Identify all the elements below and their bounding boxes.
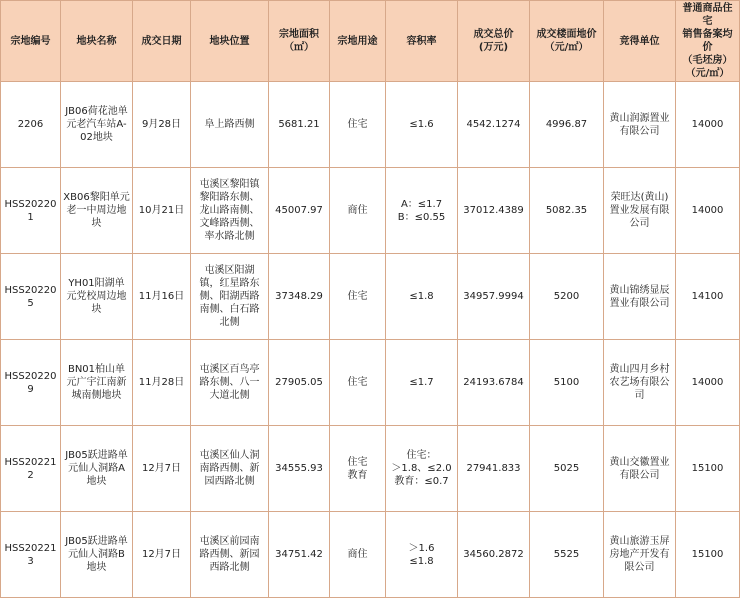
table-row xyxy=(1,82,740,168)
header-total-price: 成交总价 (万元) xyxy=(458,1,530,82)
cell-avg-price: 14000 xyxy=(676,168,740,254)
cell-avg-price: 14000 xyxy=(676,340,740,426)
cell-usage: 商住 xyxy=(330,512,386,598)
header-usage: 宗地用途 xyxy=(330,1,386,82)
cell-floor-price: 4996.87 xyxy=(530,82,604,168)
cell-usage: 住宅 xyxy=(330,340,386,426)
cell-deal-date: 11月28日 xyxy=(133,340,191,426)
cell-plot-ratio: A：≤1.7 B：≤0.55 xyxy=(386,168,458,254)
table-row xyxy=(1,512,740,598)
cell-total-price: 34957.9994 xyxy=(458,254,530,340)
cell-parcel-name: JB05跃进路单 元仙人洞路A 地块 xyxy=(61,426,133,512)
cell-winner: 黄山旅游玉屏 房地产开发有 限公司 xyxy=(604,512,676,598)
header-parcel-name: 地块名称 xyxy=(61,1,133,82)
cell-parcel-name: JB05跃进路单 元仙人洞路B 地块 xyxy=(61,512,133,598)
cell-parcel-code: HSS202213 xyxy=(1,512,61,598)
cell-location: 屯溪区黎阳镇 黎阳路东侧、 龙山路南侧、 文峰路西侧、 率水路北侧 xyxy=(191,168,269,254)
header-area: 宗地面积 （㎡） xyxy=(269,1,330,82)
cell-area: 34555.93 xyxy=(269,426,330,512)
header-floor-price: 成交楼面地价 （元/㎡） xyxy=(530,1,604,82)
cell-usage: 住宅 教育 xyxy=(330,426,386,512)
header-parcel-code: 宗地编号 xyxy=(1,1,61,82)
cell-usage: 住宅 xyxy=(330,254,386,340)
cell-location: 屯溪区百鸟亭 路东侧、八一 大道北侧 xyxy=(191,340,269,426)
cell-deal-date: 10月21日 xyxy=(133,168,191,254)
cell-total-price: 37012.4389 xyxy=(458,168,530,254)
cell-area: 27905.05 xyxy=(269,340,330,426)
cell-usage: 住宅 xyxy=(330,82,386,168)
cell-parcel-code: HSS202205 xyxy=(1,254,61,340)
cell-avg-price: 14100 xyxy=(676,254,740,340)
cell-location: 屯溪区阳湖 镇，红星路东 侧、阳湖西路 南侧、白石路 北侧 xyxy=(191,254,269,340)
cell-plot-ratio: 住宅： ＞1.8、≤2.0 教育：≤0.7 xyxy=(386,426,458,512)
cell-area: 45007.97 xyxy=(269,168,330,254)
cell-winner: 黄山锦绣显辰 置业有限公司 xyxy=(604,254,676,340)
table-row xyxy=(1,340,740,426)
cell-winner: 荣旺达(黄山) 置业发展有限 公司 xyxy=(604,168,676,254)
header-avg-price: 普通商品住宅 销售备案均价 （毛坯房） （元/㎡） xyxy=(676,1,740,82)
cell-avg-price: 14000 xyxy=(676,82,740,168)
cell-location: 屯溪区前园南 路西侧、新园 西路北侧 xyxy=(191,512,269,598)
header-location: 地块位置 xyxy=(191,1,269,82)
cell-total-price: 4542.1274 xyxy=(458,82,530,168)
cell-total-price: 34560.2872 xyxy=(458,512,530,598)
cell-deal-date: 9月28日 xyxy=(133,82,191,168)
cell-parcel-name: BN01柏山单 元广宇江南新 城南侧地块 xyxy=(61,340,133,426)
cell-winner: 黄山四月乡村 农艺场有限公 司 xyxy=(604,340,676,426)
cell-floor-price: 5525 xyxy=(530,512,604,598)
cell-winner: 黄山润源置业 有限公司 xyxy=(604,82,676,168)
cell-parcel-code: 2206 xyxy=(1,82,61,168)
header-row xyxy=(1,1,740,82)
cell-total-price: 27941.833 xyxy=(458,426,530,512)
cell-location: 阜上路西侧 xyxy=(191,82,269,168)
table-row xyxy=(1,254,740,340)
cell-parcel-code: HSS202209 xyxy=(1,340,61,426)
cell-parcel-name: JB06荷花池单 元老汽车站A- 02地块 xyxy=(61,82,133,168)
header-winner: 竞得单位 xyxy=(604,1,676,82)
cell-deal-date: 12月7日 xyxy=(133,512,191,598)
cell-area: 34751.42 xyxy=(269,512,330,598)
cell-parcel-name: XB06黎阳单元 老一中周边地 块 xyxy=(61,168,133,254)
cell-avg-price: 15100 xyxy=(676,512,740,598)
table-row xyxy=(1,168,740,254)
cell-parcel-code: HSS202201 xyxy=(1,168,61,254)
table-row xyxy=(1,426,740,512)
cell-floor-price: 5082.35 xyxy=(530,168,604,254)
cell-plot-ratio: ≤1.7 xyxy=(386,340,458,426)
cell-plot-ratio: ≤1.6 xyxy=(386,82,458,168)
cell-area: 5681.21 xyxy=(269,82,330,168)
cell-usage: 商住 xyxy=(330,168,386,254)
cell-plot-ratio: ＞1.6 ≤1.8 xyxy=(386,512,458,598)
cell-floor-price: 5100 xyxy=(530,340,604,426)
cell-area: 37348.29 xyxy=(269,254,330,340)
cell-parcel-code: HSS202212 xyxy=(1,426,61,512)
cell-floor-price: 5025 xyxy=(530,426,604,512)
cell-location: 屯溪区仙人洞 南路西侧、新 园西路北侧 xyxy=(191,426,269,512)
cell-plot-ratio: ≤1.8 xyxy=(386,254,458,340)
cell-floor-price: 5200 xyxy=(530,254,604,340)
cell-deal-date: 12月7日 xyxy=(133,426,191,512)
cell-parcel-name: YH01阳湖单 元党校周边地 块 xyxy=(61,254,133,340)
header-deal-date: 成交日期 xyxy=(133,1,191,82)
cell-avg-price: 15100 xyxy=(676,426,740,512)
cell-deal-date: 11月16日 xyxy=(133,254,191,340)
cell-total-price: 24193.6784 xyxy=(458,340,530,426)
header-plot-ratio: 容积率 xyxy=(386,1,458,82)
cell-winner: 黄山交徽置业 有限公司 xyxy=(604,426,676,512)
